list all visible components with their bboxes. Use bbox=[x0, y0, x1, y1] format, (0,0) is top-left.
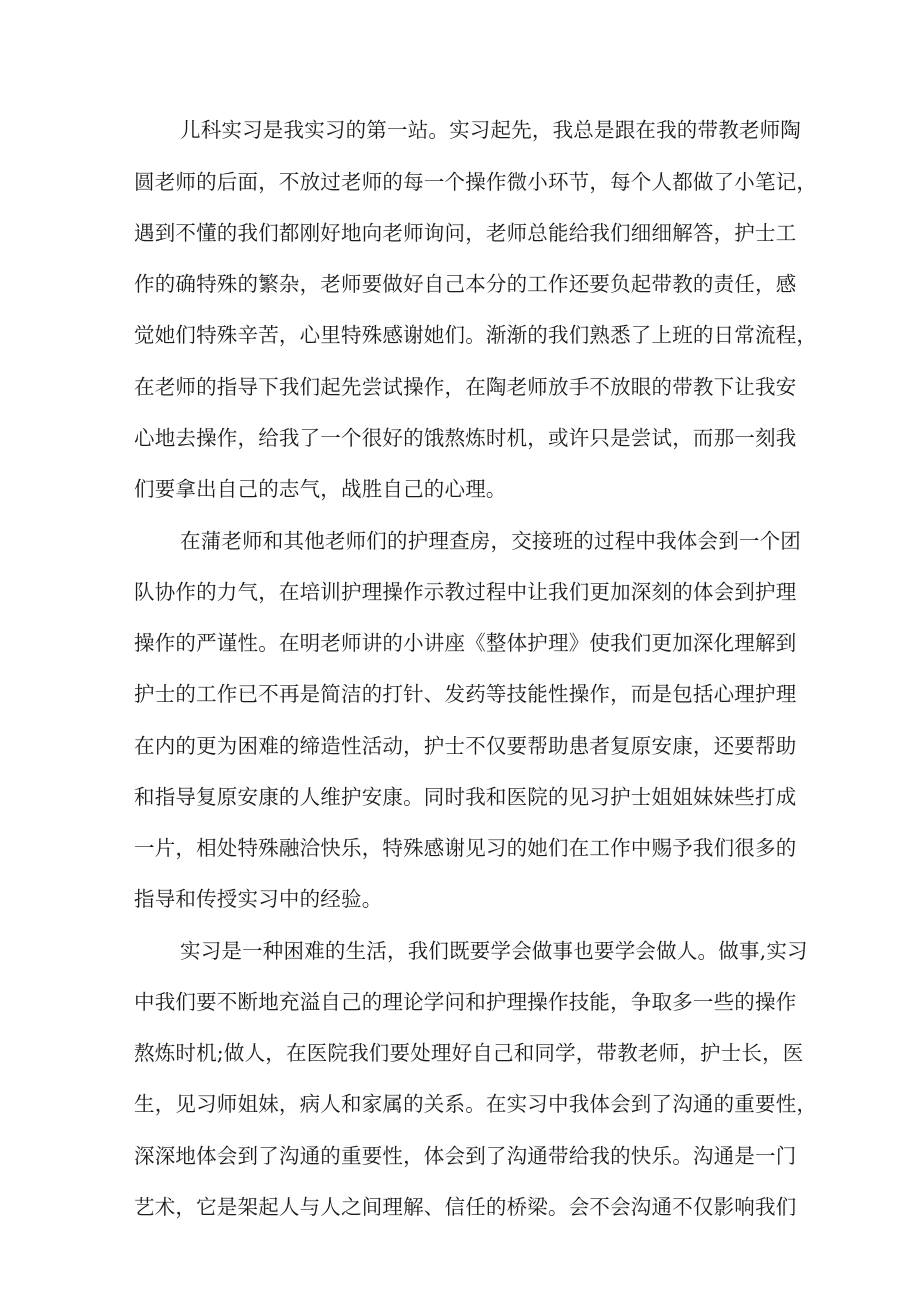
paragraph-1-line-3: 遇到不懂的我们都刚好地向老师询问，老师总能给我们细细解答，护士工 bbox=[134, 221, 797, 245]
paragraph-3-line-2: 中我们要不断地充溢自己的理论学问和护理操作技能，争取多一些的操作 bbox=[134, 990, 797, 1014]
paragraph-3-line-3: 熬炼时机;做人，在医院我们要处理好自己和同学，带教老师，护士长，医 bbox=[134, 1041, 804, 1065]
paragraph-1-line-6: 在老师的指导下我们起先尝试操作，在陶老师放手不放眼的带教下让我安 bbox=[134, 375, 797, 399]
paragraph-1-line-4: 作的确特殊的繁杂，老师要做好自己本分的工作还要负起带教的责任，感 bbox=[134, 272, 797, 296]
paragraph-2-line-3: 操作的严谨性。在明老师讲的小讲座《整体护理》使我们更加深化理解到 bbox=[134, 631, 797, 655]
paragraph-2-line-1: 在蒲老师和其他老师们的护理查房，交接班的过程中我体会到一个团 bbox=[180, 529, 801, 553]
paragraph-3-line-1: 实习是一种困难的生活，我们既要学会做事也要学会做人。做事,实习 bbox=[180, 939, 808, 963]
paragraph-2-line-4: 护士的工作已不再是简洁的打针、发药等技能性操作，而是包括心理护理 bbox=[134, 682, 797, 706]
paragraph-1-line-8: 们要拿出自己的志气，战胜自己的心理。 bbox=[134, 477, 507, 501]
paragraph-2-line-6: 和指导复原安康的人维护安康。同时我和医院的见习护士姐姐妹妹些打成 bbox=[134, 785, 797, 809]
paragraph-3-line-5: 深深地体会到了沟通的重要性，体会到了沟通带给我的快乐。沟通是一门 bbox=[134, 1144, 797, 1168]
paragraph-1-line-2: 圆老师的后面，不放过老师的每一个操作微小环节，每个人都做了小笔记， bbox=[134, 170, 818, 194]
paragraph-3-line-6: 艺术，它是架起人与人之间理解、信任的桥梁。会不会沟通不仅影响我们 bbox=[134, 1195, 797, 1219]
paragraph-2-line-8: 指导和传授实习中的经验。 bbox=[134, 887, 383, 911]
paragraph-2-line-7: 一片，相处特殊融洽快乐，特殊感谢见习的她们在工作中赐予我们很多的 bbox=[134, 836, 797, 860]
paragraph-1-line-1: 儿科实习是我实习的第一站。实习起先，我总是跟在我的带教老师陶 bbox=[180, 118, 801, 142]
paragraph-1-line-5: 觉她们特殊辛苦，心里特殊感谢她们。渐渐的我们熟悉了上班的日常流程， bbox=[134, 323, 818, 347]
paragraph-2-line-5: 在内的更为困难的缔造性活动，护士不仅要帮助患者复原安康，还要帮助 bbox=[134, 734, 797, 758]
paragraph-2-line-2: 队协作的力气，在培训护理操作示教过程中让我们更加深刻的体会到护理 bbox=[134, 580, 797, 604]
paragraph-1-line-7: 心地去操作，给我了一个很好的饿熬炼时机，或许只是尝试，而那一刻我 bbox=[134, 426, 797, 450]
paragraph-3-line-4: 生，见习师姐妹，病人和家属的关系。在实习中我体会到了沟通的重要性， bbox=[134, 1092, 818, 1116]
